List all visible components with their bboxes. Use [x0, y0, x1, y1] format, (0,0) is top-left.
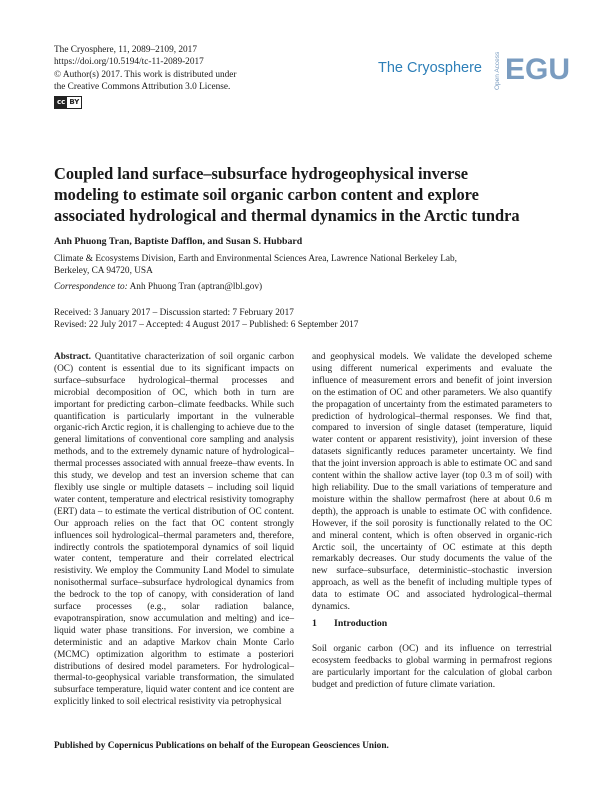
abstract-text: Quantitative characterization of soil organic carbon (OC) content is essential due to its significant impacts on surface–subsurface hydrological–thermal processes and microbial decomposition of OC, which both in turn are important for predicting carbon–climate feedbacks. While such quantification is particularly important in the vulnerable organic-rich Arctic region, it is challenging to achieve due to the general limitations of conventional core sampling and analysis methods, and to the extremely dynamic nature of hydrological–thermal processes associated with annual freeze–thaw events. In this study, we develop and test an inversion scheme that can flexibly use single or multiple datasets – including soil liquid water content, temperature and electrical resistivity tomography (ERT) data – to estimate the vertical distribution of OC content. Our approach relies on the fact that OC content strongly influences soil hydrological–thermal parameters and, therefore, indirectly controls the spatiotemporal dynamics of soil liquid water content, temperature and their correlated electrical resistivity. We employ the Community Land Model to simulate nonisothermal surface–subsurface hydrological dynamics from the bedrock to the top of canopy, with consideration of land surface processes (e.g., solar radiation balance, evapotranspiration, snow accumulation and melting) and ice–liquid water phase transitions. For inversion, we combine a deterministic and an adaptive Markov chain Monte Carlo (MCMC) optimization algorithm to estimate a posteriori distributions of desired model parameters. For hydrological–thermal-to-geophysical variable transformation, the simulated subsurface temperature, liquid water content and ice content are explicitly linked to soil electrical resistivity via petrophysical	[54, 352, 294, 708]
correspondence-label: Correspondence to:	[54, 282, 128, 292]
title-line: Coupled land surface–subsurface hydrogeophysical inverse	[54, 164, 469, 183]
publication-dates	[54, 307, 358, 332]
title-line: associated hydrological and thermal dynamics in the Arctic tundra	[54, 206, 520, 225]
egu-logo-text: EGU	[505, 53, 571, 86]
section-heading	[312, 618, 387, 629]
abstract-right-column	[312, 352, 552, 614]
intro-paragraph: Soil organic carbon (OC) and its influence on terrestrial ecosystem feedbacks to global warming in permafrost regions are particularly important for the calculation of global carbon budget and prediction of future climate variation.	[312, 644, 552, 690]
article-meta	[54, 44, 237, 109]
cc-by-badge[interactable]	[54, 96, 82, 109]
egu-logo-icon	[504, 46, 571, 86]
affiliation-line: Berkeley, CA 94720, USA	[54, 266, 153, 277]
cc-badge-right: BY	[69, 97, 80, 106]
affiliation-line: Climate & Ecosystems Division, Earth and Environmental Sciences Area, Lawrence National Berkeley Lab,	[54, 254, 457, 264]
open-access-label	[494, 42, 503, 92]
publisher-footer: Published by Copernicus Publications on behalf of the European Geosciences Union.	[54, 741, 389, 751]
correspondence-email[interactable]: Anh Phuong Tran (aptran@lbl.gov)	[127, 282, 263, 292]
open-access-text: Open Access	[494, 51, 501, 90]
doi-link[interactable]: https://doi.org/10.5194/tc-11-2089-2017	[54, 57, 204, 68]
authors: Anh Phuong Tran, Baptiste Dafflon, and Susan S. Hubbard	[54, 236, 303, 247]
citation: The Cryosphere, 11, 2089–2109, 2017	[54, 45, 197, 55]
title-line: modeling to estimate soil organic carbon content and explore	[54, 185, 479, 204]
abstract-left-column	[54, 352, 294, 709]
abstract-continuation: and geophysical models. We validate the developed scheme using different numerical experiments and evaluate the influence of measurement errors and benefit of joint inversion on the estimation of OC and other parameters. We also quantify the propagation of uncertainty from the estimated parameters to prediction of hydrological–thermal responses. We find that, compared to inversion of single dataset (temperature, liquid water content or apparent resistivity), joint inversion of these datasets significantly reduces parameter uncertainty. We find that the joint inversion approach is able to estimate OC and sand content within the shallow active layer (top 0.3 m of soil) with high reliability. Due to the small variations of temperature and moisture within the shallow permafrost (here at about 0.6 m depth), the approach is unable to estimate OC with confidence. However, if the soil porosity is functionally related to the OC and mineral content, which is often observed in organic-rich Arctic soil, the uncertainty of OC estimate at this depth remarkably decreases. Our study documents the value of the new surface–subsurface, deterministic–stochastic inversion approach, as well as the benefit of including multiple types of data to estimate OC and associated hydrological–thermal dynamics.	[312, 352, 552, 613]
copyright-line: © Author(s) 2017. This work is distributed under	[54, 69, 237, 80]
correspondence	[54, 282, 262, 292]
dates-line: Revised: 22 July 2017 – Accepted: 4 August 2017 – Published: 6 September 2017	[54, 320, 359, 331]
paper-title	[54, 163, 554, 226]
cc-badge-left: cc	[57, 97, 66, 106]
license-line: the Creative Commons Attribution 3.0 License.	[54, 82, 231, 93]
dates-line: Received: 3 January 2017 – Discussion started: 7 February 2017	[54, 308, 294, 318]
abstract-paragraph	[54, 352, 294, 709]
introduction-text	[312, 644, 552, 692]
abstract-label: Abstract.	[54, 352, 91, 362]
journal-name: The Cryosphere	[378, 60, 482, 76]
section-number: 1	[312, 618, 317, 629]
section-title: Introduction	[334, 618, 388, 629]
affiliation	[54, 253, 457, 278]
